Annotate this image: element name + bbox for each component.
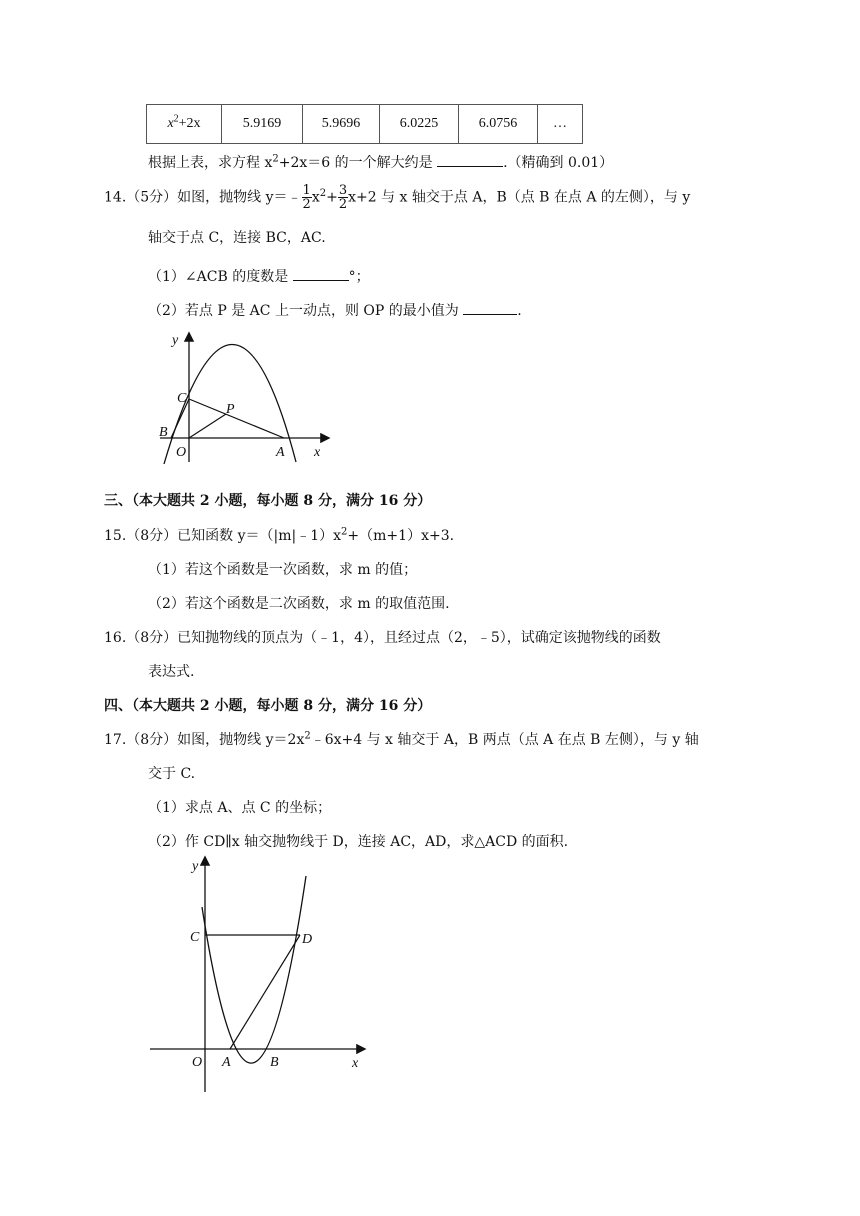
segment-ad bbox=[230, 935, 300, 1049]
table-cell: 6.0756 bbox=[459, 105, 538, 144]
label-d: D bbox=[302, 932, 313, 947]
q16-line2: 表达式. bbox=[148, 664, 195, 680]
label-y: y bbox=[192, 859, 199, 874]
label-o: O bbox=[176, 445, 187, 460]
table-cell: 5.9696 bbox=[303, 105, 380, 144]
label-c: C bbox=[190, 930, 200, 945]
q14-line1: 14.（5分）如图，抛物线 y＝﹣ $\frac{1}{2}$ $x^2+$ $\frac{3}{2}$ x+2 与 x 轴交于点 A，B（点 B 在点 A 的左侧），与 y bbox=[104, 183, 691, 212]
section-heading: 三、（本大题共 2 小题，每小题 8 分，满分 16 分） bbox=[104, 493, 432, 509]
q16-line1: 16.（8分）已知抛物线的顶点为（﹣1，4），且经过点（2，﹣5），试确定该抛物线的函数 bbox=[104, 630, 661, 646]
parabola bbox=[202, 876, 306, 1063]
table-cell: 5.9169 bbox=[222, 105, 303, 144]
section-heading: 四、（本大题共 2 小题，每小题 8 分，满分 16 分） bbox=[104, 698, 432, 714]
answer-blank bbox=[463, 300, 517, 315]
q17-line2: 交于 C. bbox=[148, 766, 196, 782]
q17-part1: （1）求点 A、点 C 的坐标； bbox=[148, 800, 332, 816]
q14-figure bbox=[150, 326, 340, 468]
q14-part1: （1）∠ACB 的度数是 °； bbox=[148, 266, 370, 286]
label-o: O bbox=[192, 1055, 203, 1070]
q15-part2: （2）若这个函数是二次函数，求 m 的取值范围. bbox=[148, 596, 450, 612]
fraction: $\frac{3}{2}$ bbox=[338, 183, 348, 212]
label-p: P bbox=[226, 402, 235, 417]
table-header-cell: $x^2+2x$ bbox=[147, 105, 222, 144]
q15-part1: （1）若这个函数是一次函数，求 m 的值； bbox=[148, 562, 418, 578]
value-table bbox=[146, 104, 583, 144]
label-x: x bbox=[314, 445, 321, 460]
label-x: x bbox=[352, 1056, 359, 1071]
label-c: C bbox=[177, 391, 187, 406]
q17-line1: 17.（8分）如图，抛物线 $y=2x^2﹣6x+4$ 与 x 轴交于 A，B 两点（点 A 在点 B 左侧），与 y 轴 bbox=[104, 730, 699, 748]
answer-blank bbox=[437, 152, 503, 167]
q17-part2: （2）作 CD∥x 轴交抛物线于 D，连接 AC，AD，求△ACD 的面积. bbox=[148, 834, 569, 850]
label-y: y bbox=[172, 333, 179, 348]
label-b: B bbox=[270, 1055, 279, 1070]
label-b: B bbox=[159, 425, 168, 440]
table-row bbox=[147, 105, 583, 144]
segment-ac bbox=[189, 399, 284, 438]
segment-op bbox=[189, 414, 226, 438]
table-cell: … bbox=[538, 105, 583, 144]
table-cell: 6.0225 bbox=[380, 105, 459, 144]
q15-line1: 15.（8分）已知函数 $y=(|m|﹣1)x^2+(m+1)x+3$. bbox=[104, 526, 455, 544]
label-a: A bbox=[222, 1055, 231, 1070]
q17-figure bbox=[148, 852, 374, 1100]
table-question-line: 根据上表，求方程 $x^2+2x=6$ 的一个解大约是 .（精确到 0.01） bbox=[148, 153, 614, 171]
answer-blank bbox=[293, 266, 349, 281]
fraction: $\frac{1}{2}$ bbox=[302, 183, 311, 212]
q14-line2: 轴交于点 C，连接 BC，AC. bbox=[148, 230, 326, 246]
q14-part2: （2）若点 P 是 AC 上一动点，则 OP 的最小值为 . bbox=[148, 300, 522, 320]
label-a: A bbox=[276, 445, 285, 460]
